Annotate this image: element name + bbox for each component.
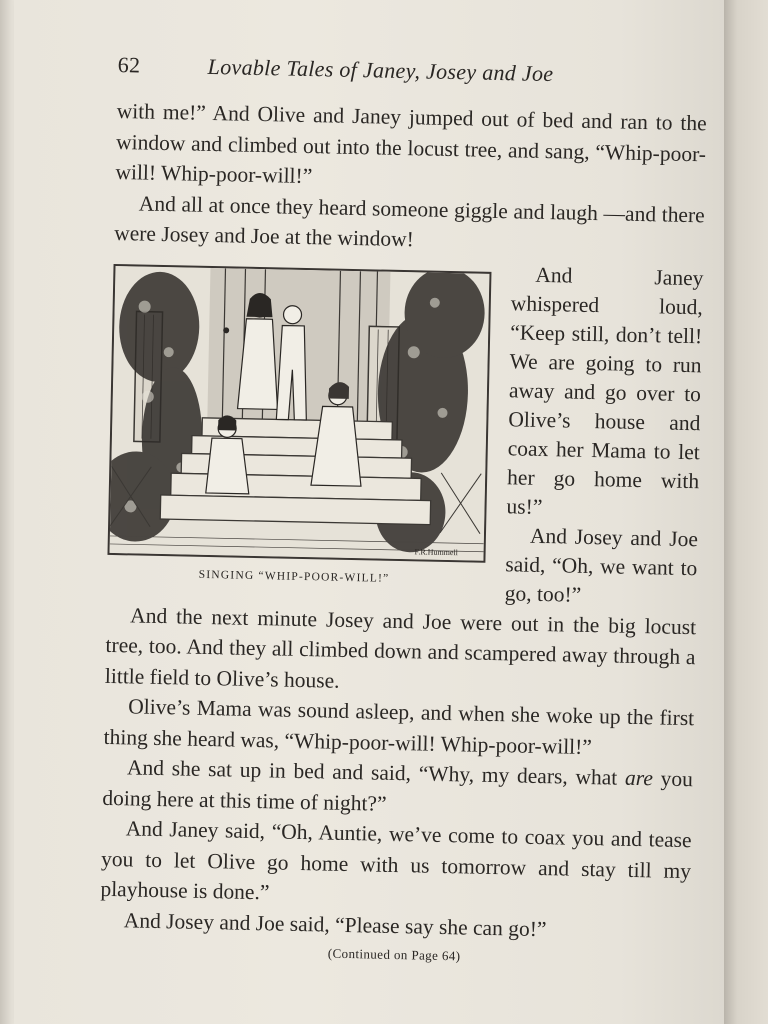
- paragraph: And Josey and Joe said, “Oh, we want to go, too!”: [504, 523, 699, 607]
- page-number: 62: [117, 52, 141, 78]
- paragraph: And Janey said, “Oh, Auntie, we’ve come to coax you and tease you to let Olive go home with us tomorrow and stay till my playhouse is done.”: [100, 816, 692, 905]
- illustration-drawing: [110, 265, 490, 560]
- figure-row: [107, 251, 704, 611]
- figure-caption: SINGING “WHIP-POOR-WILL!”: [198, 568, 390, 585]
- artist-signature: F.R.Hummell: [414, 546, 459, 557]
- paragraph: Olive’s Mama was sound asleep, and when she woke up the first thing she heard was, “Whip-poor-will! Whip-poor-will!”: [103, 694, 695, 759]
- side-text: [504, 260, 703, 612]
- paragraph: with me!” And Olive and Janey jumped out of bed and ran to the window and climbed out into the locust tree, and sang, “Whip-poor-will! Whip-poor-will!”: [115, 98, 707, 189]
- paragraph: And Josey and Joe said, “Please say she can go!”: [123, 907, 547, 941]
- paragraph: And the next minute Josey and Joe were out in the big locust tree, too. And they all climbed down and scampered away through a little field to Olive’s house.: [104, 602, 697, 693]
- emphasis-text: are: [624, 765, 654, 791]
- continued-note: (Continued on Page 64): [327, 945, 461, 964]
- paragraph: And Janey whispered loud, “Keep still, don’t tell! We are going to run away and go over to Olive’s house and coax her Mama to let her go home with us!”: [506, 262, 704, 519]
- paragraph: And all at once they heard someone giggle and laugh —and there were Josey and Joe at the window!: [113, 190, 705, 252]
- page-content: [99, 52, 708, 969]
- dialog-text: you doing here at this time of night?”: [102, 766, 694, 816]
- porch-illustration: [107, 263, 491, 562]
- dialog-text: And she sat up in bed and said, “Why, my dears, what: [126, 755, 626, 790]
- figure: [107, 263, 502, 607]
- next-page-edge: [724, 0, 768, 1024]
- book-title: Lovable Tales of Janey, Josey and Joe: [207, 53, 554, 87]
